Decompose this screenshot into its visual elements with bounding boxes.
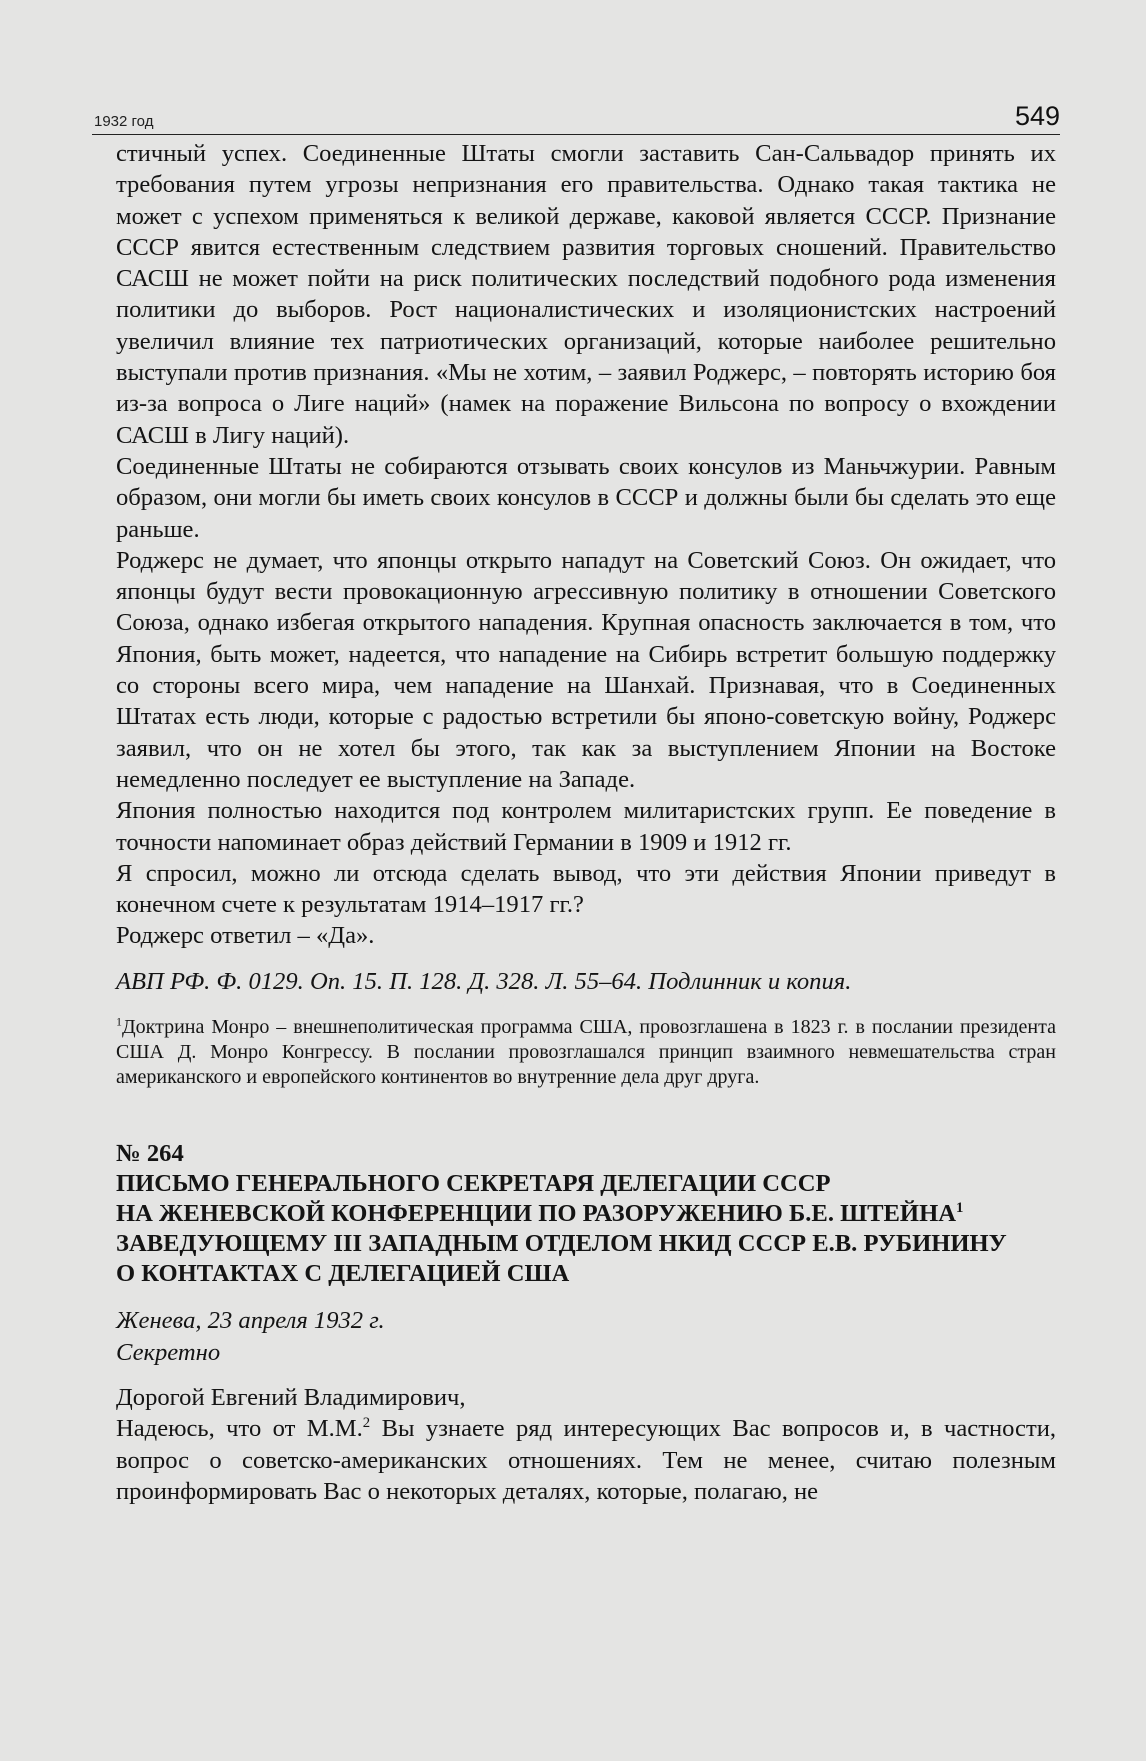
footnote (116, 1015, 1056, 1090)
letter-opening-start: Надеюсь, что от М.М. (116, 1415, 363, 1443)
document-title (116, 1169, 1056, 1289)
letter-opening (116, 1413, 1056, 1507)
footnote-text: Доктрина Монро – внешнеполитическая программа США, провозглашена в 1823 г. в послании президента США Д. Монро Конгрессу. В послании провозглашался принцип взаимного невмешательства стран американского и европейского континентов во внутренние дела друг друга. (116, 1016, 1056, 1089)
running-header-year: 1932 год (94, 113, 154, 130)
archive-reference: АВП РФ. Ф. 0129. Оп. 15. П. 128. Д. 328. Л. 55–64. Подлинник и копия. (116, 967, 852, 995)
document-title-line: О КОНТАКТАХ С ДЕЛЕГАЦИЕЙ США (116, 1260, 570, 1288)
paragraph-question: Я спросил, можно ли отсюда сделать вывод, что эти действия Японии приведут в конечном счете к результатам 1914–1917 гг.? (116, 859, 1056, 919)
document-number: № 264 (116, 1140, 184, 1168)
paragraph-consuls: Соединенные Штаты не собираются отзывать своих консулов из Маньчжурии. Равным образом, они могли бы иметь своих консулов в СССР и должны были бы сделать это еще раньше. (116, 452, 1056, 543)
classification: Секретно (116, 1338, 221, 1366)
paragraph-continuation: стичный успех. Соединенные Штаты смогли заставить Сан-Сальвадор принять их требования путем угрозы непризнания его правительства. Однако такая тактика не может с успехом применяться к великой державе, каковой является СССР. Признание СССР явится естественным следствием развития торговых сношений. Правительство САСШ не может пойти на риск политических последствий подобного рода изменения политики до выборов. Рост националистических и изоляционистских настроений увеличил влияние тех патриотических организаций, которые наиболее решительно выступали против признания. «Мы не хотим, – заявил Роджерс, – повторять историю боя из-за вопроса о Лиге наций» (намек на поражение Вильсона по вопросу о вхождении САСШ в Лигу наций). (116, 140, 1056, 449)
page-body (116, 138, 1056, 1507)
document-title-line: ЗАВЕДУЮЩЕМУ III ЗАПАДНЫМ ОТДЕЛОМ НКИД СССР Е.В. РУБИНИНУ (116, 1230, 1007, 1258)
place-date: Женева, 23 апреля 1932 г. (116, 1307, 385, 1335)
letter-opening-rest: Вы узнаете ряд интересующих Вас вопросов и, в частности, вопрос о советско-американских отношениях. Тем не менее, считаю полезным проинформировать Вас о некоторых деталях, которые, полагаю, не (116, 1415, 1057, 1505)
document-title-line: ПИСЬМО ГЕНЕРАЛЬНОГО СЕКРЕТАРЯ ДЕЛЕГАЦИИ СССР (116, 1170, 831, 1198)
running-header (92, 98, 1060, 135)
page-number: 549 (1014, 101, 1060, 131)
title-footnote-marker: 1 (955, 1200, 964, 1217)
letter-greeting: Дорогой Евгений Владимирович, (116, 1383, 466, 1411)
paragraph-japan-attack: Роджерс не думает, что японцы открыто нападут на Советский Союз. Он ожидает, что японцы будут вести провокационную агрессивную политику в отношении Советского Союза, однако избегая открытого нападения. Крупная опасность заключается в том, что Япония, быть может, надеется, что нападение на Сибирь встретит большую поддержку со стороны всего мира, чем нападение на Шанхай. Признавая, что в Соединенных Штатах есть люди, которые с радостью встретили бы японо-советскую войну, Роджерс заявил, что он не хотел бы этого, так как за выступлением Японии на Востоке немедленно последует ее выступление на Западе. (116, 546, 1056, 793)
paragraph-answer: Роджерс ответил – «Да». (116, 922, 375, 950)
document-title-line: НА ЖЕНЕВСКОЙ КОНФЕРЕНЦИИ ПО РАЗОРУЖЕНИЮ Б.Е. ШТЕЙНА (116, 1200, 956, 1228)
letter-footnote-marker: 2 (362, 1415, 371, 1432)
paragraph-militarists: Япония полностью находится под контролем милитаристских групп. Ее поведение в точности напоминает образ действий Германии в 1909 и 1912 гг. (116, 797, 1056, 856)
footnote-marker: 1 (116, 1014, 122, 1029)
